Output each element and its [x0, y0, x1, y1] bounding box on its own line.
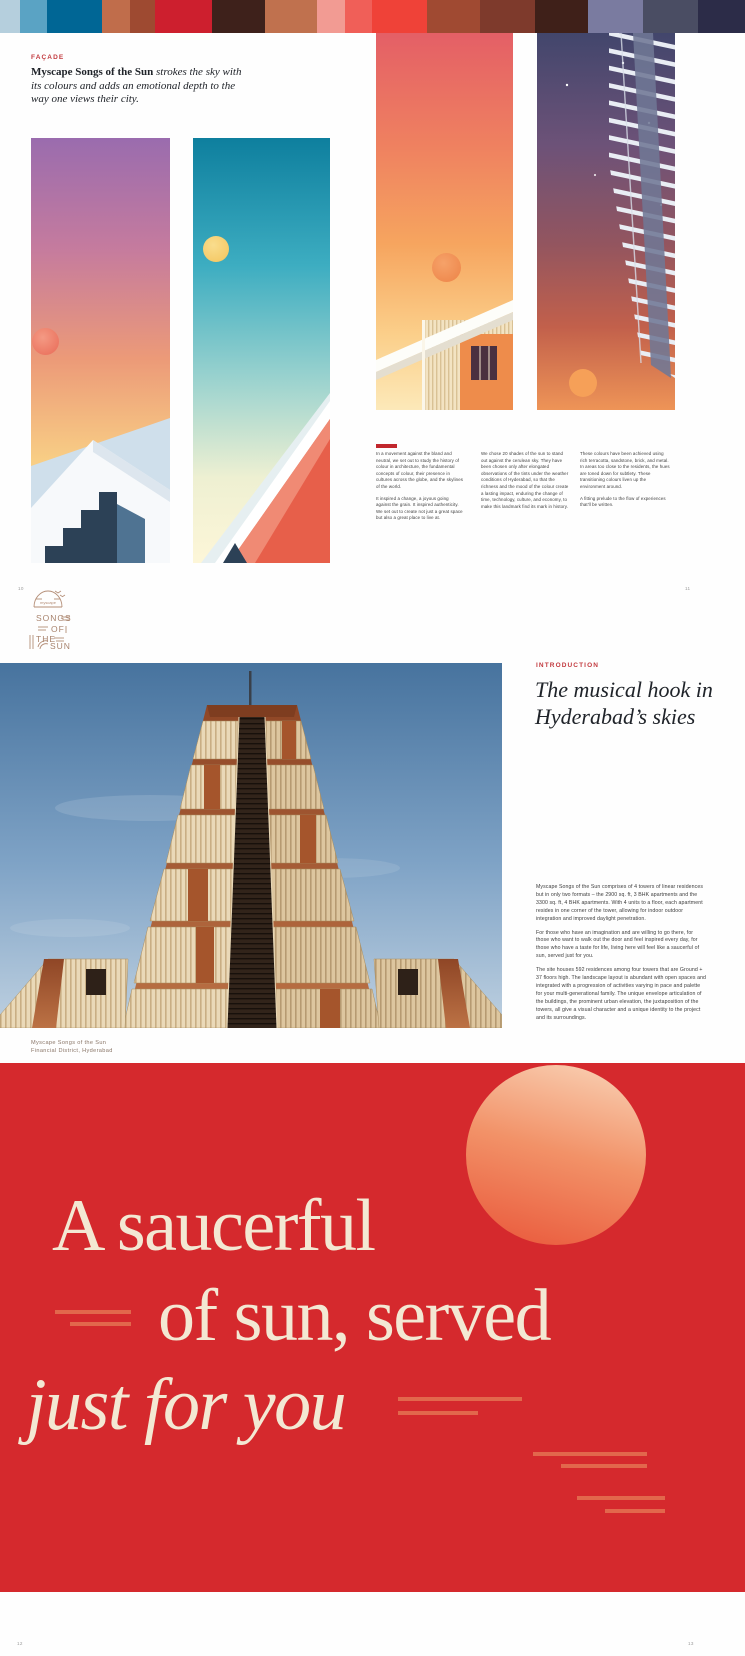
introduction-body — [536, 884, 707, 1029]
palette-swatch — [265, 0, 317, 33]
palette-swatch — [20, 0, 47, 33]
palette-swatch — [47, 0, 102, 33]
photo-caption — [31, 1039, 113, 1055]
svg-text:myscape: myscape — [39, 600, 57, 605]
palette-swatch — [155, 0, 212, 33]
accent-bar — [398, 1397, 522, 1401]
tower-photo — [0, 663, 502, 1028]
facade-lede-bold: Myscape Songs of the Sun — [31, 66, 154, 78]
accent-bar — [55, 1310, 131, 1314]
palette-swatch — [0, 0, 20, 33]
introduction-heading — [535, 676, 720, 730]
canopy-illustration — [376, 290, 513, 410]
heading-line1: The musical hook in — [535, 677, 713, 702]
paragraph: For those who have an imagination and are willing to go there, for those who want to walk out the door and feel inspired every day, for those who have a taste for life, living here will feel like a saucerful of sun, served just for you. — [536, 929, 700, 960]
palette-swatch — [212, 0, 265, 33]
facade-lede — [31, 66, 253, 107]
caption-line2: Financial District, Hyderabad — [31, 1048, 113, 1054]
paragraph: It inspired a change, a joyous going against the grain. It inspired authenticity. We set out to create not just a great space but also a great place to live at. — [376, 495, 463, 521]
facade-copy-column-2 — [481, 451, 570, 515]
gradient-panel-sunset-stairs — [31, 138, 170, 563]
sun-circle-graphic — [466, 1065, 646, 1245]
page-number-right: 11 — [685, 586, 691, 591]
sun-icon — [203, 236, 229, 262]
facade-copy-column-1 — [376, 451, 464, 527]
accent-bar — [70, 1322, 131, 1326]
palette-swatch — [102, 0, 130, 33]
palette-swatch — [480, 0, 535, 33]
page-number-left: 12 — [17, 1641, 23, 1646]
heading-line2: Hyderabad’s skies — [535, 704, 696, 729]
accent-bar — [561, 1464, 647, 1468]
palette-swatch — [130, 0, 155, 33]
accent-bar — [533, 1452, 647, 1456]
hero-line2: of sun, served — [158, 1275, 551, 1357]
palette-swatch — [643, 0, 698, 33]
palette-swatch — [427, 0, 480, 33]
sun-icon — [432, 253, 461, 282]
paragraph: The site houses 592 residences among four towers that are Ground + 37 floors high. The landscape layout is abundant with open spaces and integrated with a progression of activities varying in pace and palette for your multi-generational family. The unique envelope articulation of the buildings, the prominent urban elevation, the juxtaposition of the towers, all give a visual character and a unique identity to the project and its surroundings. — [536, 967, 707, 1021]
svg-text:THE: THE — [36, 634, 56, 644]
svg-text:SUN: SUN — [50, 641, 71, 649]
sun-arch-logo-icon — [28, 583, 72, 649]
gradient-panel-canopy — [376, 33, 513, 410]
hero-red-spread — [0, 1063, 745, 1592]
page-number-left: 10 — [18, 586, 24, 591]
svg-text:SONGS: SONGS — [36, 613, 72, 623]
page-number-right: 13 — [688, 1641, 694, 1646]
color-palette-strip — [0, 0, 745, 33]
svg-text:OF: OF — [51, 624, 65, 634]
accent-bar — [605, 1509, 665, 1513]
sun-icon — [32, 328, 59, 355]
facade-lede-italic: strokes the sky with its colours and adds an emotional depth to the way one views their city. — [31, 66, 242, 105]
paragraph: Myscape Songs of the Sun comprises of 4 towers of linear residences but in only two formats – the 2900 sq. ft, 3 BHK apartments and the 3300 sq. ft, 4 BHK apartments. With 4 units to a floor, each apartment resides in one corner of the tower, allowing for indoor outdoor integration and improved daylight penetration. — [536, 884, 704, 922]
hero-line1: A saucerful — [52, 1185, 375, 1267]
wedge-illustration — [193, 393, 330, 563]
accent-bar — [398, 1411, 478, 1415]
gradient-panel-night-facade — [537, 33, 675, 410]
palette-swatch — [317, 0, 345, 33]
paragraph: These colours have been achieved using rich terracotta, sandstone, brick, and metal. In areas too close to the residents, the hues are toned down for subtlety. These transitioning colours liven up the environment around. — [580, 451, 670, 489]
palette-swatch — [345, 0, 372, 33]
night-facade-illustration — [537, 33, 675, 410]
paragraph: In a movement against the bland and neutral, we set out to study the history of colour in architecture, the fundamental concepts of colour, their presence in cultures across the globe, and the skylines of the world. — [376, 451, 464, 489]
palette-swatch — [372, 0, 427, 33]
accent-bar — [577, 1496, 665, 1500]
caption-line1: Myscape Songs of the Sun — [31, 1040, 107, 1046]
section-rule — [376, 444, 397, 448]
myscape-songs-of-the-sun-logo — [28, 583, 72, 649]
palette-swatch — [535, 0, 588, 33]
facade-copy-column-3 — [580, 451, 670, 514]
facade-eyebrow: FAÇADE — [31, 54, 65, 61]
introduction-eyebrow: INTRODUCTION — [536, 662, 600, 669]
hero-line3: just for you — [26, 1364, 346, 1446]
paragraph: We chose 20 shades of the sun to stand out against the cerulean sky. They have been chosen only after elongated observations of the tints under the weather conditions of Hyderabad, so that the richness and the mood of the colour create a lasting impact, enduring the change of time, technology, culture, and economy, to make this landmark find its mark in history. — [481, 451, 569, 509]
gradient-panel-teal-wedge — [193, 138, 330, 563]
palette-swatch — [698, 0, 745, 33]
tower-photo-illustration — [0, 663, 502, 1028]
palette-swatch — [588, 0, 643, 33]
stairs-illustration — [31, 378, 170, 563]
paragraph: A fitting prelude to the flow of experiences that'll be written. — [580, 495, 666, 508]
